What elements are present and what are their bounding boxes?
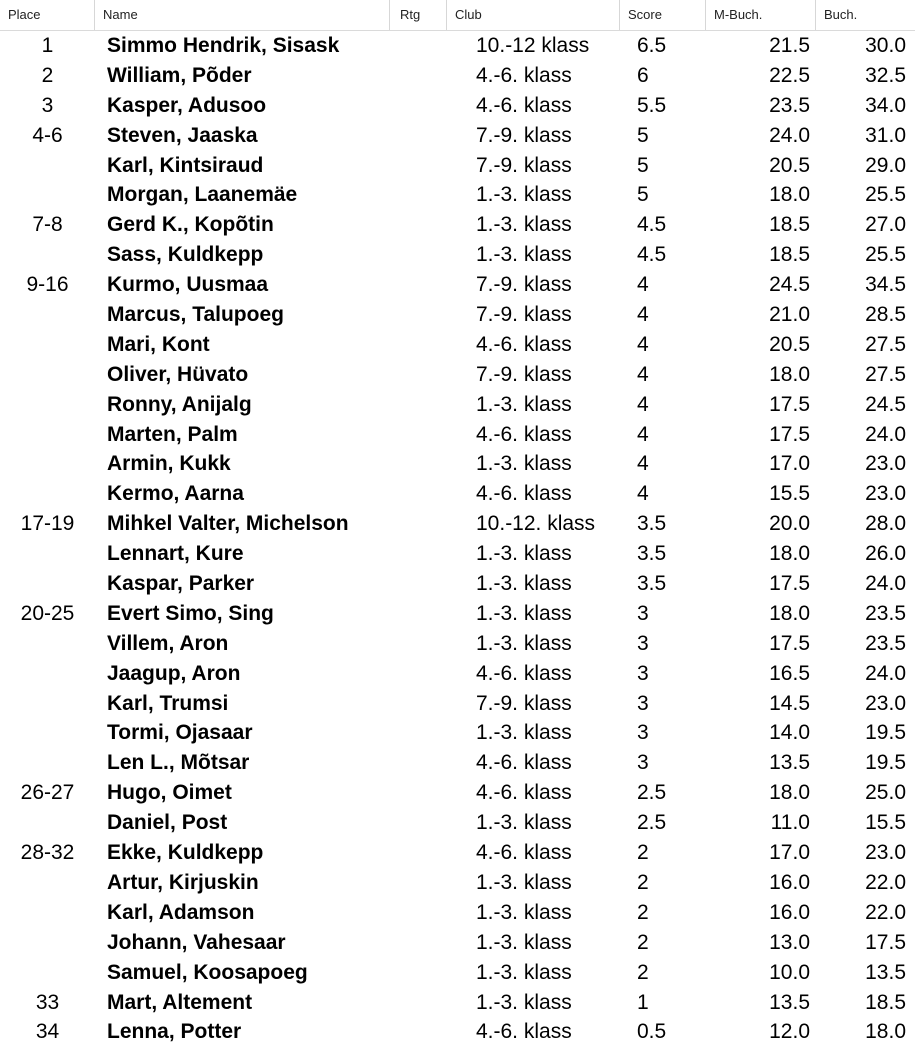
cell-name: Karl, Kintsiraud xyxy=(107,153,264,177)
cell-club: 7.-9. klass xyxy=(476,362,572,386)
cell-place: 34 xyxy=(35,1020,60,1044)
cell-buch: 23.0 xyxy=(865,452,906,476)
cell-m-buch: 17.0 xyxy=(769,452,810,476)
cell-club: 1.-3. klass xyxy=(476,452,572,476)
cell-m-buch: 21.5 xyxy=(769,34,810,57)
cell-score: 4.5 xyxy=(637,243,667,267)
cell-score: 0.5 xyxy=(637,1020,667,1044)
cell-place: 28-32 xyxy=(20,841,75,865)
cell-buch: 31.0 xyxy=(865,123,906,147)
cell-score: 3.5 xyxy=(637,512,667,536)
cell-name: Mihkel Valter, Michelson xyxy=(107,512,349,536)
cell-buch: 27.0 xyxy=(865,213,906,237)
cell-score: 2 xyxy=(637,900,649,924)
column-header-buch[interactable]: Buch. xyxy=(824,7,858,22)
cell-club: 1.-3. klass xyxy=(476,542,572,566)
cell-name: Sass, Kuldkepp xyxy=(107,243,264,267)
cell-buch: 26.0 xyxy=(865,542,906,566)
cell-place: 7-8 xyxy=(32,213,63,237)
cell-club: 1.-3. klass xyxy=(476,213,572,237)
column-header-club[interactable]: Club xyxy=(447,0,620,30)
column-header-place[interactable]: Place xyxy=(0,0,95,30)
cell-name: Karl, Adamson xyxy=(107,900,255,924)
cell-place: 3 xyxy=(41,93,54,117)
cell-buch: 29.0 xyxy=(865,153,906,177)
cell-club: 7.-9. klass xyxy=(476,273,572,297)
table-row[interactable] xyxy=(0,1017,915,1047)
cell-club: 1.-3. klass xyxy=(476,243,572,267)
cell-m-buch: 22.5 xyxy=(769,63,810,87)
cell-club: 1.-3. klass xyxy=(476,960,572,984)
table-row[interactable] xyxy=(0,31,915,61)
cell-score: 3 xyxy=(637,721,649,745)
cell-buch: 24.0 xyxy=(865,661,906,685)
cell-place: 9-16 xyxy=(26,273,69,297)
cell-club: 4.-6. klass xyxy=(476,332,572,356)
cell-club: 10.-12 klass xyxy=(476,34,590,57)
cell-buch: 34.0 xyxy=(865,93,906,117)
cell-name: Morgan, Laanemäe xyxy=(107,183,298,207)
cell-buch: 23.5 xyxy=(865,631,906,655)
cell-score: 2 xyxy=(637,870,649,894)
cell-name: Evert Simo, Sing xyxy=(107,601,274,625)
table-row[interactable] xyxy=(0,988,915,1018)
table-row[interactable] xyxy=(0,300,915,330)
cell-name: Hugo, Oimet xyxy=(107,781,232,805)
cell-club: 7.-9. klass xyxy=(476,691,572,715)
cell-club: 1.-3. klass xyxy=(476,900,572,924)
cell-club: 1.-3. klass xyxy=(476,631,572,655)
cell-name: Marcus, Talupoeg xyxy=(107,303,284,327)
cell-m-buch: 14.5 xyxy=(769,691,810,715)
cell-m-buch: 18.0 xyxy=(769,183,810,207)
table-row[interactable] xyxy=(0,599,915,629)
cell-name: Mari, Kont xyxy=(107,332,210,356)
table-row[interactable] xyxy=(0,479,915,509)
cell-buch: 25.5 xyxy=(865,183,906,207)
table-row[interactable] xyxy=(0,180,915,210)
cell-score: 4 xyxy=(637,422,649,446)
cell-score: 3 xyxy=(637,751,649,775)
cell-club: 1.-3. klass xyxy=(476,721,572,745)
table-row[interactable] xyxy=(0,629,915,659)
cell-score: 4 xyxy=(637,452,649,476)
table-row[interactable] xyxy=(0,569,915,599)
table-row[interactable] xyxy=(0,778,915,808)
cell-club: 10.-12. klass xyxy=(476,512,596,536)
cell-m-buch: 18.0 xyxy=(769,781,810,805)
cell-name: Lennart, Kure xyxy=(107,542,244,566)
cell-club: 4.-6. klass xyxy=(476,841,572,865)
cell-buch: 13.5 xyxy=(865,960,906,984)
cell-club: 4.-6. klass xyxy=(476,661,572,685)
table-row[interactable] xyxy=(0,838,915,868)
cell-m-buch: 11.0 xyxy=(770,811,810,835)
cell-club: 1.-3. klass xyxy=(476,870,572,894)
cell-name: Johann, Vahesaar xyxy=(107,930,286,954)
cell-buch: 24.0 xyxy=(865,422,906,446)
cell-club: 4.-6. klass xyxy=(476,751,572,775)
cell-score: 2 xyxy=(637,841,649,865)
cell-m-buch: 21.0 xyxy=(769,303,810,327)
table-row[interactable] xyxy=(0,330,915,360)
cell-club: 1.-3. klass xyxy=(476,930,572,954)
cell-score: 5.5 xyxy=(637,93,667,117)
cell-place: 4-6 xyxy=(32,123,63,147)
cell-score: 4 xyxy=(637,332,649,356)
cell-club: 1.-3. klass xyxy=(476,601,572,625)
table-row[interactable] xyxy=(0,210,915,240)
cell-m-buch: 13.5 xyxy=(769,990,810,1014)
cell-buch: 17.5 xyxy=(865,930,906,954)
cell-m-buch: 16.5 xyxy=(769,661,810,685)
cell-buch: 18.5 xyxy=(865,990,906,1014)
cell-m-buch: 17.0 xyxy=(769,841,810,865)
cell-club: 7.-9. klass xyxy=(476,123,572,147)
table-row[interactable] xyxy=(0,898,915,928)
table-header xyxy=(0,0,915,31)
cell-buch: 32.5 xyxy=(865,63,906,87)
cell-m-buch: 10.0 xyxy=(769,960,810,984)
cell-name: Mart, Altement xyxy=(107,990,253,1014)
table-row[interactable] xyxy=(0,390,915,420)
cell-buch: 19.5 xyxy=(865,751,906,775)
cell-name: Kurmo, Uusmaa xyxy=(107,273,269,297)
table-row[interactable] xyxy=(0,449,915,479)
table-row[interactable] xyxy=(0,748,915,778)
cell-name: Oliver, Hüvato xyxy=(107,362,249,386)
standings-table-body xyxy=(0,31,915,1047)
cell-score: 3.5 xyxy=(637,542,667,566)
cell-name: Daniel, Post xyxy=(107,811,228,835)
cell-club: 1.-3. klass xyxy=(476,811,572,835)
cell-m-buch: 13.5 xyxy=(769,751,810,775)
cell-m-buch: 24.5 xyxy=(769,273,810,297)
cell-m-buch: 14.0 xyxy=(769,721,810,745)
cell-name: Kaspar, Parker xyxy=(107,572,255,596)
cell-name: Len L., Mõtsar xyxy=(107,751,250,775)
cell-buch: 24.5 xyxy=(865,392,906,416)
cell-club: 1.-3. klass xyxy=(476,572,572,596)
table-row[interactable] xyxy=(0,958,915,988)
cell-m-buch: 20.5 xyxy=(769,332,810,356)
cell-place: 2 xyxy=(41,63,54,87)
cell-name: Steven, Jaaska xyxy=(107,123,258,147)
cell-name: Jaagup, Aron xyxy=(107,661,241,685)
cell-club: 4.-6. klass xyxy=(476,781,572,805)
cell-score: 4 xyxy=(637,482,649,506)
cell-buch: 28.0 xyxy=(865,512,906,536)
cell-name: Villem, Aron xyxy=(107,631,229,655)
table-row[interactable] xyxy=(0,61,915,91)
cell-score: 2.5 xyxy=(637,781,667,805)
cell-buch: 25.0 xyxy=(865,781,906,805)
cell-club: 7.-9. klass xyxy=(476,303,572,327)
cell-buch: 24.0 xyxy=(865,572,906,596)
table-row[interactable] xyxy=(0,928,915,958)
cell-m-buch: 18.0 xyxy=(769,362,810,386)
cell-score: 4 xyxy=(637,273,649,297)
cell-score: 2.5 xyxy=(637,811,667,835)
cell-club: 7.-9. klass xyxy=(476,153,572,177)
cell-score: 3 xyxy=(637,661,649,685)
cell-name: Artur, Kirjuskin xyxy=(107,870,259,894)
cell-buch: 27.5 xyxy=(865,332,906,356)
table-row[interactable] xyxy=(0,659,915,689)
cell-m-buch: 20.0 xyxy=(769,512,810,536)
cell-m-buch: 20.5 xyxy=(769,153,810,177)
table-row[interactable] xyxy=(0,270,915,300)
table-row[interactable] xyxy=(0,360,915,390)
cell-buch: 25.5 xyxy=(865,243,906,267)
cell-club: 1.-3. klass xyxy=(476,183,572,207)
cell-name: Marten, Palm xyxy=(107,422,238,446)
cell-name: Armin, Kukk xyxy=(107,452,231,476)
cell-m-buch: 18.0 xyxy=(769,601,810,625)
cell-buch: 27.5 xyxy=(865,362,906,386)
cell-m-buch: 18.5 xyxy=(769,243,810,267)
column-header-name[interactable]: Name xyxy=(95,0,390,30)
cell-buch: 23.0 xyxy=(865,841,906,865)
cell-club: 4.-6. klass xyxy=(476,482,572,506)
table-row[interactable] xyxy=(0,509,915,539)
cell-m-buch: 17.5 xyxy=(769,572,810,596)
cell-score: 2 xyxy=(637,930,649,954)
cell-score: 3 xyxy=(637,601,649,625)
cell-club: 4.-6. klass xyxy=(476,93,572,117)
cell-place: 20-25 xyxy=(20,601,75,625)
table-row[interactable] xyxy=(0,808,915,838)
cell-place: 1 xyxy=(41,34,54,57)
cell-name: Ekke, Kuldkepp xyxy=(107,841,264,865)
table-row[interactable] xyxy=(0,240,915,270)
cell-place: 26-27 xyxy=(20,781,75,805)
column-header-rtg[interactable]: Rtg xyxy=(390,0,447,30)
cell-name: Gerd K., Kopõtin xyxy=(107,213,274,237)
cell-m-buch: 18.0 xyxy=(769,542,810,566)
table-row[interactable] xyxy=(0,151,915,181)
cell-score: 6 xyxy=(637,63,649,87)
cell-buch: 15.5 xyxy=(865,811,906,835)
cell-m-buch: 24.0 xyxy=(769,123,810,147)
cell-place: 33 xyxy=(35,990,60,1014)
cell-m-buch: 12.0 xyxy=(769,1020,810,1044)
cell-score: 5 xyxy=(637,183,649,207)
cell-club: 1.-3. klass xyxy=(476,990,572,1014)
cell-club: 1.-3. klass xyxy=(476,392,572,416)
cell-buch: 19.5 xyxy=(865,721,906,745)
cell-score: 4 xyxy=(637,362,649,386)
cell-m-buch: 13.0 xyxy=(769,930,810,954)
cell-club: 4.-6. klass xyxy=(476,63,572,87)
cell-score: 6.5 xyxy=(637,34,667,57)
column-header-m-buch[interactable]: M-Buch. xyxy=(706,0,816,30)
cell-name: Samuel, Koosapoeg xyxy=(107,960,308,984)
cell-buch: 22.0 xyxy=(865,900,906,924)
cell-m-buch: 17.5 xyxy=(769,631,810,655)
cell-buch: 28.5 xyxy=(865,303,906,327)
column-header-score[interactable]: Score xyxy=(620,0,706,30)
cell-score: 5 xyxy=(637,153,649,177)
cell-m-buch: 16.0 xyxy=(769,870,810,894)
cell-name: Kasper, Adusoo xyxy=(107,93,267,117)
cell-name: Lenna, Potter xyxy=(107,1020,242,1044)
cell-score: 3 xyxy=(637,691,649,715)
cell-score: 3 xyxy=(637,631,649,655)
cell-name: Ronny, Anijalg xyxy=(107,392,252,416)
cell-buch: 30.0 xyxy=(865,34,906,57)
table-row[interactable] xyxy=(0,718,915,748)
table-row[interactable] xyxy=(0,539,915,569)
cell-name: Tormi, Ojasaar xyxy=(107,721,253,745)
cell-m-buch: 18.5 xyxy=(769,213,810,237)
cell-score: 5 xyxy=(637,123,649,147)
cell-name: Simmo Hendrik, Sisask xyxy=(107,34,340,57)
cell-m-buch: 23.5 xyxy=(769,93,810,117)
cell-m-buch: 15.5 xyxy=(769,482,810,506)
cell-score: 2 xyxy=(637,960,649,984)
cell-score: 4.5 xyxy=(637,213,667,237)
cell-buch: 34.5 xyxy=(865,273,906,297)
table-row[interactable] xyxy=(0,121,915,151)
cell-place: 17-19 xyxy=(20,512,75,536)
cell-score: 4 xyxy=(637,303,649,327)
cell-name: Karl, Trumsi xyxy=(107,691,229,715)
cell-m-buch: 17.5 xyxy=(769,422,810,446)
cell-score: 4 xyxy=(637,392,649,416)
table-row[interactable] xyxy=(0,689,915,719)
cell-score: 1 xyxy=(637,990,649,1014)
cell-buch: 23.0 xyxy=(865,482,906,506)
cell-club: 4.-6. klass xyxy=(476,422,572,446)
table-row[interactable] xyxy=(0,420,915,450)
cell-m-buch: 16.0 xyxy=(769,900,810,924)
cell-score: 3.5 xyxy=(637,572,667,596)
cell-m-buch: 17.5 xyxy=(769,392,810,416)
table-row[interactable] xyxy=(0,91,915,121)
cell-buch: 18.0 xyxy=(865,1020,906,1044)
cell-buch: 22.0 xyxy=(865,870,906,894)
cell-club: 4.-6. klass xyxy=(476,1020,572,1044)
cell-buch: 23.0 xyxy=(865,691,906,715)
cell-name: William, Põder xyxy=(107,63,252,87)
table-row[interactable] xyxy=(0,868,915,898)
cell-buch: 23.5 xyxy=(865,601,906,625)
cell-name: Kermo, Aarna xyxy=(107,482,244,506)
